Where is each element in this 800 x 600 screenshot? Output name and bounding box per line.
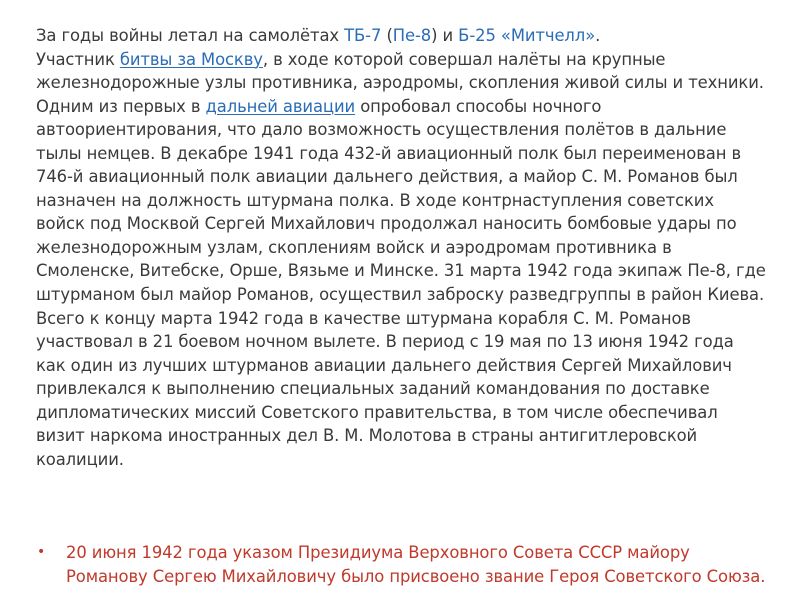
article-paragraph [36, 24, 766, 471]
link-b25[interactable]: Б-25 «Митчелл» [458, 26, 596, 45]
link-tb7[interactable]: ТБ-7 [344, 26, 382, 45]
bullet-item [36, 541, 766, 588]
bullet-marker-icon: • [37, 544, 46, 560]
link-pe8[interactable]: Пе-8 [392, 26, 432, 45]
link-long-range-aviation[interactable]: дальней авиации [205, 96, 356, 116]
text-run: , в ходе которой совершал налёты на крупные железнодорожные узлы противника, аэродромы, скопления живой силы и техники. Одним из первых в [36, 49, 764, 116]
text-run: ( [381, 26, 393, 45]
bullet-list [36, 541, 766, 588]
text-run: Участник [36, 49, 120, 69]
text-run: За годы войны летал на самолётах [36, 26, 345, 45]
text-run: опробовал способы ночного автоориентирования, что дало возможность осуществления полётов в дальние тылы немцев. В декабре 1941 года 432-й авиационный полк был переименован в 746-й авиационный полк авиации дальнего действия, а майор С. М. Романов был назначен на должность штурмана полка. В ходе контрнаступления советских войск под Москвой Сергей Михайлович продолжал наносить бомбовые удары по железнодорожным узлам, скоплениям войск и аэродромам противника в Смоленске, Витебске, Орше, Вязьме и Минске. 31 марта 1942 года экипаж Пе-8, где штурманом был майор Романов, осуществил заброску разведгруппы в район Киева. Всего к концу марта 1942 года в качестве штурмана корабля С. М. Романов участвовал в 21 боевом ночном вылете. В период с 19 мая по 13 июня 1942 года как один из лучших штурманов авиации дальнего действия Сергей Михайлович привлекался к выполнению специальных заданий командования по доставке дипломатических миссий Советского правительства, в том числе обеспечивал визит наркома иностранных дел В. М. Молотова в страны антигитлеровской коалиции. [36, 96, 766, 469]
text-run: . [595, 26, 601, 45]
bullet-text: 20 июня 1942 года указом Президиума Верховного Совета СССР майору Романову Сергею Михайловичу было присвоено звание Героя Советского Союза. [66, 543, 766, 586]
text-run: ) и [431, 26, 459, 45]
link-battle-of-moscow[interactable]: битвы за Москву [119, 49, 263, 69]
